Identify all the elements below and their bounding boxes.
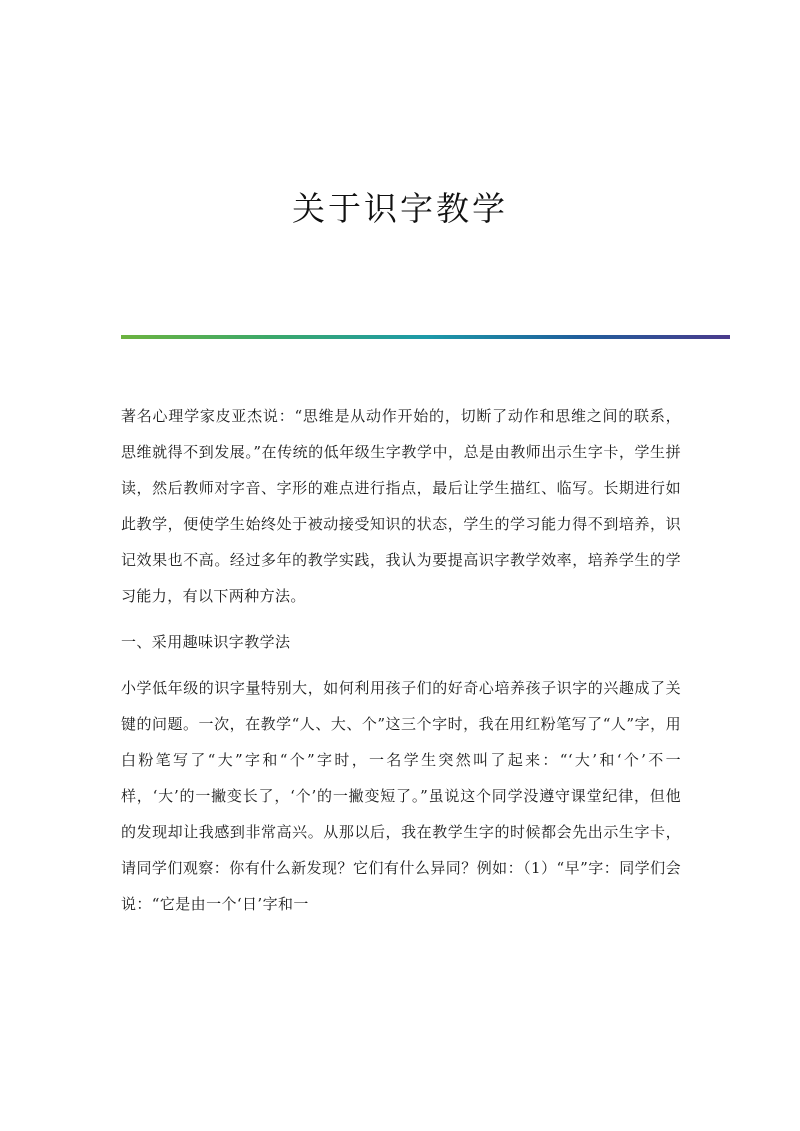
page-title: 关于识字教学	[292, 189, 508, 228]
intro-paragraph: 著名心理学家皮亚杰说：“思维是从动作开始的，切断了动作和思维之间的联系，思维就得不到发展。”在传统的低年级生字教学中，总是由教师出示生字卡，学生拼读，然后教师对字音、字形的难点进行指点，最后让学生描红、临写。长期进行如此教学，便使学生始终处于被动接受知识的状态，学生的学习能力得不到培养，识记效果也不高。经过多年的教学实践，我认为要提高识字教学效率，培养学生的学习能力，有以下两种方法。	[121, 407, 681, 605]
section-heading: 一、采用趣味识字教学法	[121, 633, 291, 651]
title-divider	[121, 335, 730, 339]
section-paragraph: 小学低年级的识字量特别大，如何利用孩子们的好奇心培养孩子识字的兴趣成了关键的问题。一次，在教学“人、大、个”这三个字时，我在用红粉笔写了“人”字，用白粉笔写了“大”字和“个”字时，一名学生突然叫了起来：“‘大’和‘个’不一样，‘大’的一撇变长了，‘个’的一撇变短了。”虽说这个同学没遵守课堂纪律，但他的发现却让我感到非常高兴。从那以后，我在教学生字的时候都会先出示生字卡，请同学们观察：你有什么新发现？它们有什么异同？例如：（1）“早”字：同学们会说：“它是由一个‘日’字和一	[121, 679, 681, 913]
document-body	[121, 398, 681, 932]
